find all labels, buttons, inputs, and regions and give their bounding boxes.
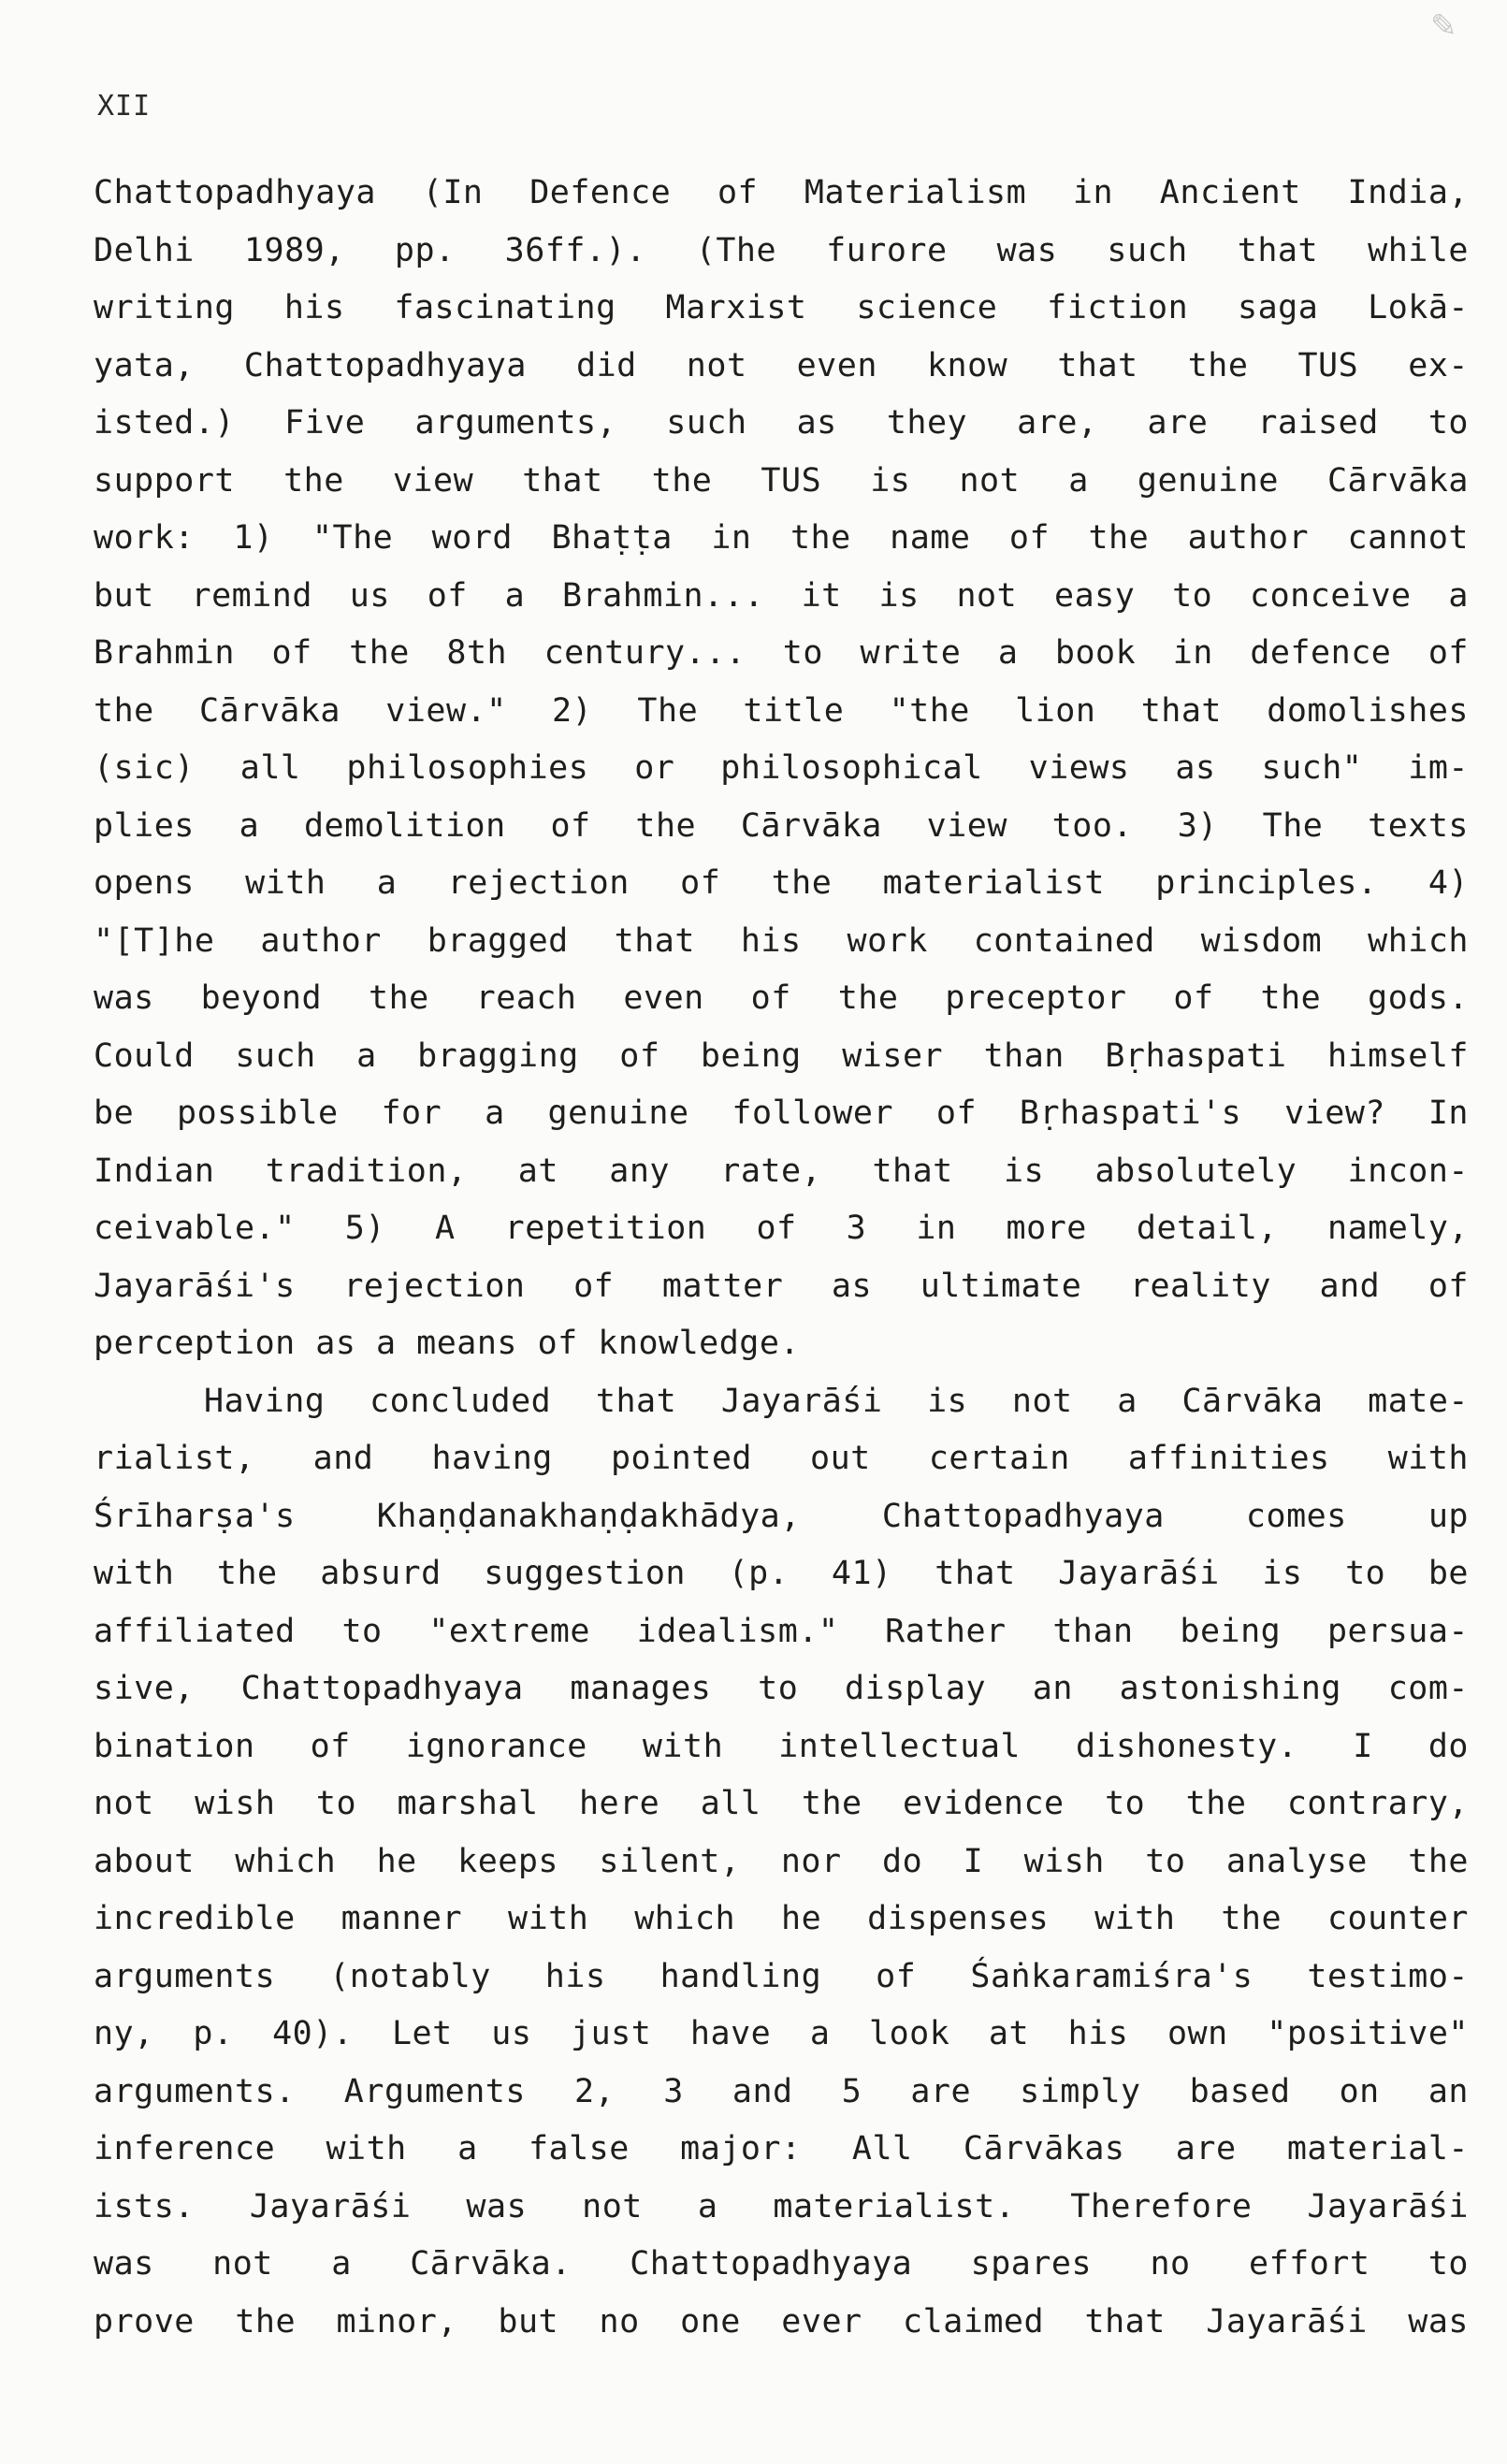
text-line: yata, Chattopadhyaya did not even know that the TUS ex- <box>94 346 1469 384</box>
text-line: arguments. Arguments 2, 3 and 5 are simply based on an <box>94 2072 1469 2110</box>
text-line: Chattopadhyaya (In Defence of Materialism in Ancient India, <box>94 174 1469 211</box>
text-line: be possible for a genuine follower of Bṛhaspati's view? In <box>94 1094 1469 1132</box>
text-line: ny, p. 40). Let us just have a look at his own "positive" <box>94 2015 1469 2052</box>
text-line: bination of ignorance with intellectual dishonesty. I do <box>94 1727 1469 1765</box>
text-line: sive, Chattopadhyaya manages to display an astonishing com- <box>94 1670 1469 1707</box>
text-line: Indian tradition, at any rate, that is absolutely incon- <box>94 1152 1469 1190</box>
text-line: plies a demolition of the Cārvāka view too. 3) The texts <box>94 806 1469 845</box>
text-line: support the view that the TUS is not a genuine Cārvāka <box>94 461 1469 500</box>
text-line: with the absurd suggestion (p. 41) that Jayarāśi is to be <box>94 1555 1469 1592</box>
page-number: XII <box>97 90 152 123</box>
text-line: Jayarāśi's rejection of matter as ultimate reality and of <box>94 1267 1469 1305</box>
text-line: but remind us of a Brahmin... it is not easy to conceive a <box>94 576 1469 615</box>
text-line: was not a Cārvāka. Chattopadhyaya spares no effort to <box>94 2245 1469 2283</box>
text-line: ists. Jayarāśi was not a materialist. Therefore Jayarāśi <box>94 2187 1469 2225</box>
text-line: writing his fascinating Marxist science fiction saga Lokā- <box>94 289 1469 326</box>
text-line: perception as a means of knowledge. <box>94 1325 801 1362</box>
text-line: isted.) Five arguments, such as they are, are raised to <box>94 404 1469 442</box>
text-line: was beyond the reach even of the preceptor of the gods. <box>94 979 1469 1017</box>
text-line: the Cārvāka view." 2) The title "the lion that domolishes <box>94 691 1469 730</box>
text-line: Delhi 1989, pp. 36ff.). (The furore was such that while <box>94 231 1469 269</box>
text-line: "[T]he author bragged that his work contained wisdom which <box>94 921 1469 960</box>
text-line: (sic) all philosophies or philosophical views as such" im- <box>94 749 1469 787</box>
text-line: incredible manner with which he dispenses with the counter <box>94 1900 1469 1937</box>
text-line: arguments (notably his handling of Śaṅkaramiśra's testimo- <box>94 1957 1469 1995</box>
text-line: not wish to marshal here all the evidence to the contrary, <box>94 1785 1469 1822</box>
text-line: work: 1) "The word Bhaṭṭa in the name of the author cannot <box>94 519 1469 557</box>
text-line: Śrīharṣa's Khaṇḍanakhaṇḍakhādya, Chattopadhyaya comes up <box>94 1497 1469 1535</box>
text-line: about which he keeps silent, nor do I wish to analyse the <box>94 1842 1469 1880</box>
corner-smudge-icon: ✎ <box>1430 7 1457 45</box>
text-line: Having concluded that Jayarāśi is not a Cārvāka mate- <box>204 1382 1469 1420</box>
text-line: inference with a false major: All Cārvākas are material- <box>94 2130 1469 2167</box>
text-line: ceivable." 5) A repetition of 3 in more detail, namely, <box>94 1210 1469 1247</box>
text-line: prove the minor, but no one ever claimed that Jayarāśi was <box>94 2302 1469 2341</box>
paragraph-1 <box>94 165 1469 1373</box>
text-line: opens with a rejection of the materialist principles. 4) <box>94 864 1469 902</box>
text-line: affiliated to "extreme idealism." Rather than being persua- <box>94 1612 1469 1650</box>
text-line: Could such a bragging of being wiser than Bṛhaspati himself <box>94 1036 1469 1075</box>
body-text <box>94 165 1469 2351</box>
text-line: rialist, and having pointed out certain affinities with <box>94 1440 1469 1477</box>
paragraph-2 <box>94 1373 1469 2352</box>
text-line: Brahmin of the 8th century... to write a book in defence of <box>94 634 1469 672</box>
